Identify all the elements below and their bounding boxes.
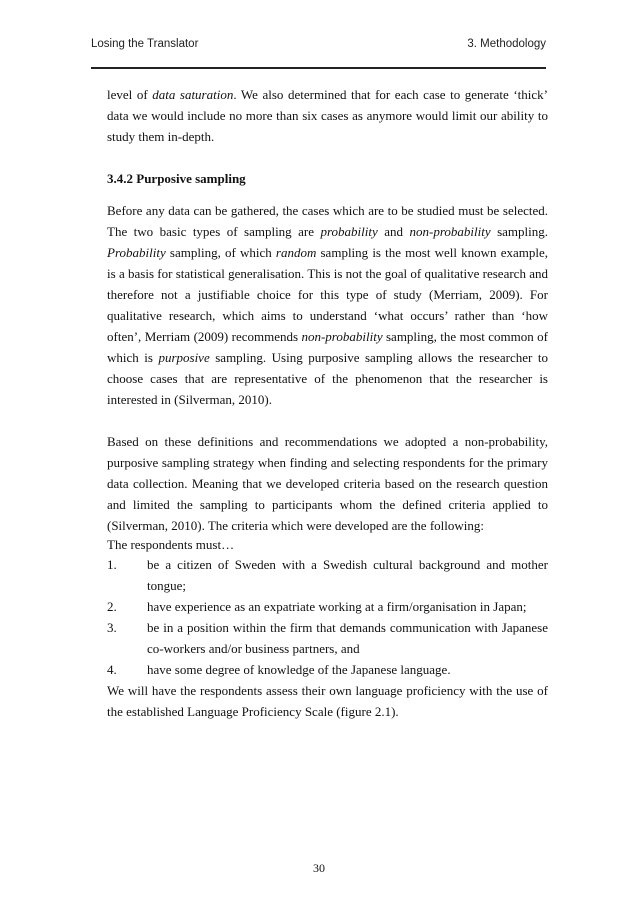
emphasis-data-saturation: data saturation <box>152 87 234 102</box>
emphasis-purposive: purposive <box>158 350 210 365</box>
text-run: sampling, the most common of which is <box>107 329 549 365</box>
emphasis-non-probability: non-probability <box>409 224 491 239</box>
criteria-text: have some degree of knowledge of the Japanese language. <box>147 662 451 677</box>
criteria-text: be a citizen of Sweden with a Swedish cultural background and mother tongue; <box>147 557 548 593</box>
spacer <box>107 147 548 168</box>
text-run: sampling. <box>490 224 548 239</box>
spacer <box>107 410 548 431</box>
paragraph-sampling-types <box>107 200 548 410</box>
emphasis-random: random <box>275 245 317 260</box>
criteria-number: 3. <box>107 620 117 635</box>
criteria-item <box>107 617 548 659</box>
text-run: sampling is the most well known example, is a basis for statistical generalisation. This is not the goal of qualitative research and therefore not a justifiable choice for this type of study (Merriam, 2009). For qualitative research, which aims to understand ‘what occurs’ rather than ‘how often’, Merriam (2009) recommends <box>107 245 548 344</box>
criteria-item <box>107 596 548 617</box>
emphasis-probability: Probability <box>107 245 166 260</box>
paragraph-strategy: Based on these definitions and recommendations we adopted a non-probability, purposive sampling strategy when finding and selecting respondents for the primary data collection. Meaning that we developed criteria based on the research question and limited the sampling to participants whom the defined criteria applied to (Silverman, 2010). The criteria which were developed are the following: <box>107 434 548 533</box>
text-run: and <box>377 224 410 239</box>
text-run: sampling, of which <box>165 245 276 260</box>
text-run: . We also determined that for each case to generate ‘thick’ data we would include no more than six cases as anymore would limit our ability to study them in-depth. <box>107 87 549 144</box>
criteria-item <box>107 554 548 596</box>
text-run: Before any data can be gathered, the cases which are to be studied must be selected. The two basic types of sampling are <box>107 203 548 239</box>
running-header <box>91 38 546 68</box>
criteria-text: have experience as an expatriate working at a firm/organisation in Japan; <box>147 599 527 614</box>
section-heading: 3.4.2 Purposive sampling <box>107 171 246 186</box>
paragraph-proficiency: We will have the respondents assess their own language proficiency with the use of the established Language Proficiency Scale (figure 2.1). <box>107 683 548 719</box>
header-rule <box>91 67 546 69</box>
header-title: Losing the Translator <box>91 38 199 50</box>
criteria-text: be in a position within the firm that demands communication with Japanese co-workers and/or business partners, and <box>147 620 548 656</box>
criteria-number: 2. <box>107 599 117 614</box>
emphasis-non-probability: non-probability <box>301 329 383 344</box>
criteria-item <box>107 659 548 680</box>
header-chapter: 3. Methodology <box>467 38 546 50</box>
criteria-number: 4. <box>107 662 117 677</box>
paragraph-saturation <box>107 84 548 147</box>
spacer <box>107 189 548 200</box>
text-run: level of <box>107 87 153 102</box>
page-body <box>107 84 548 722</box>
page-number: 30 <box>313 861 325 875</box>
criteria-number: 1. <box>107 557 117 572</box>
list-intro: The respondents must… <box>107 537 235 552</box>
emphasis-probability: probability <box>320 224 378 239</box>
text-run: sampling. Using purposive sampling allows the researcher to choose cases that are representative of the phenomenon that the researcher is interested in (Silverman, 2010). <box>107 350 548 407</box>
